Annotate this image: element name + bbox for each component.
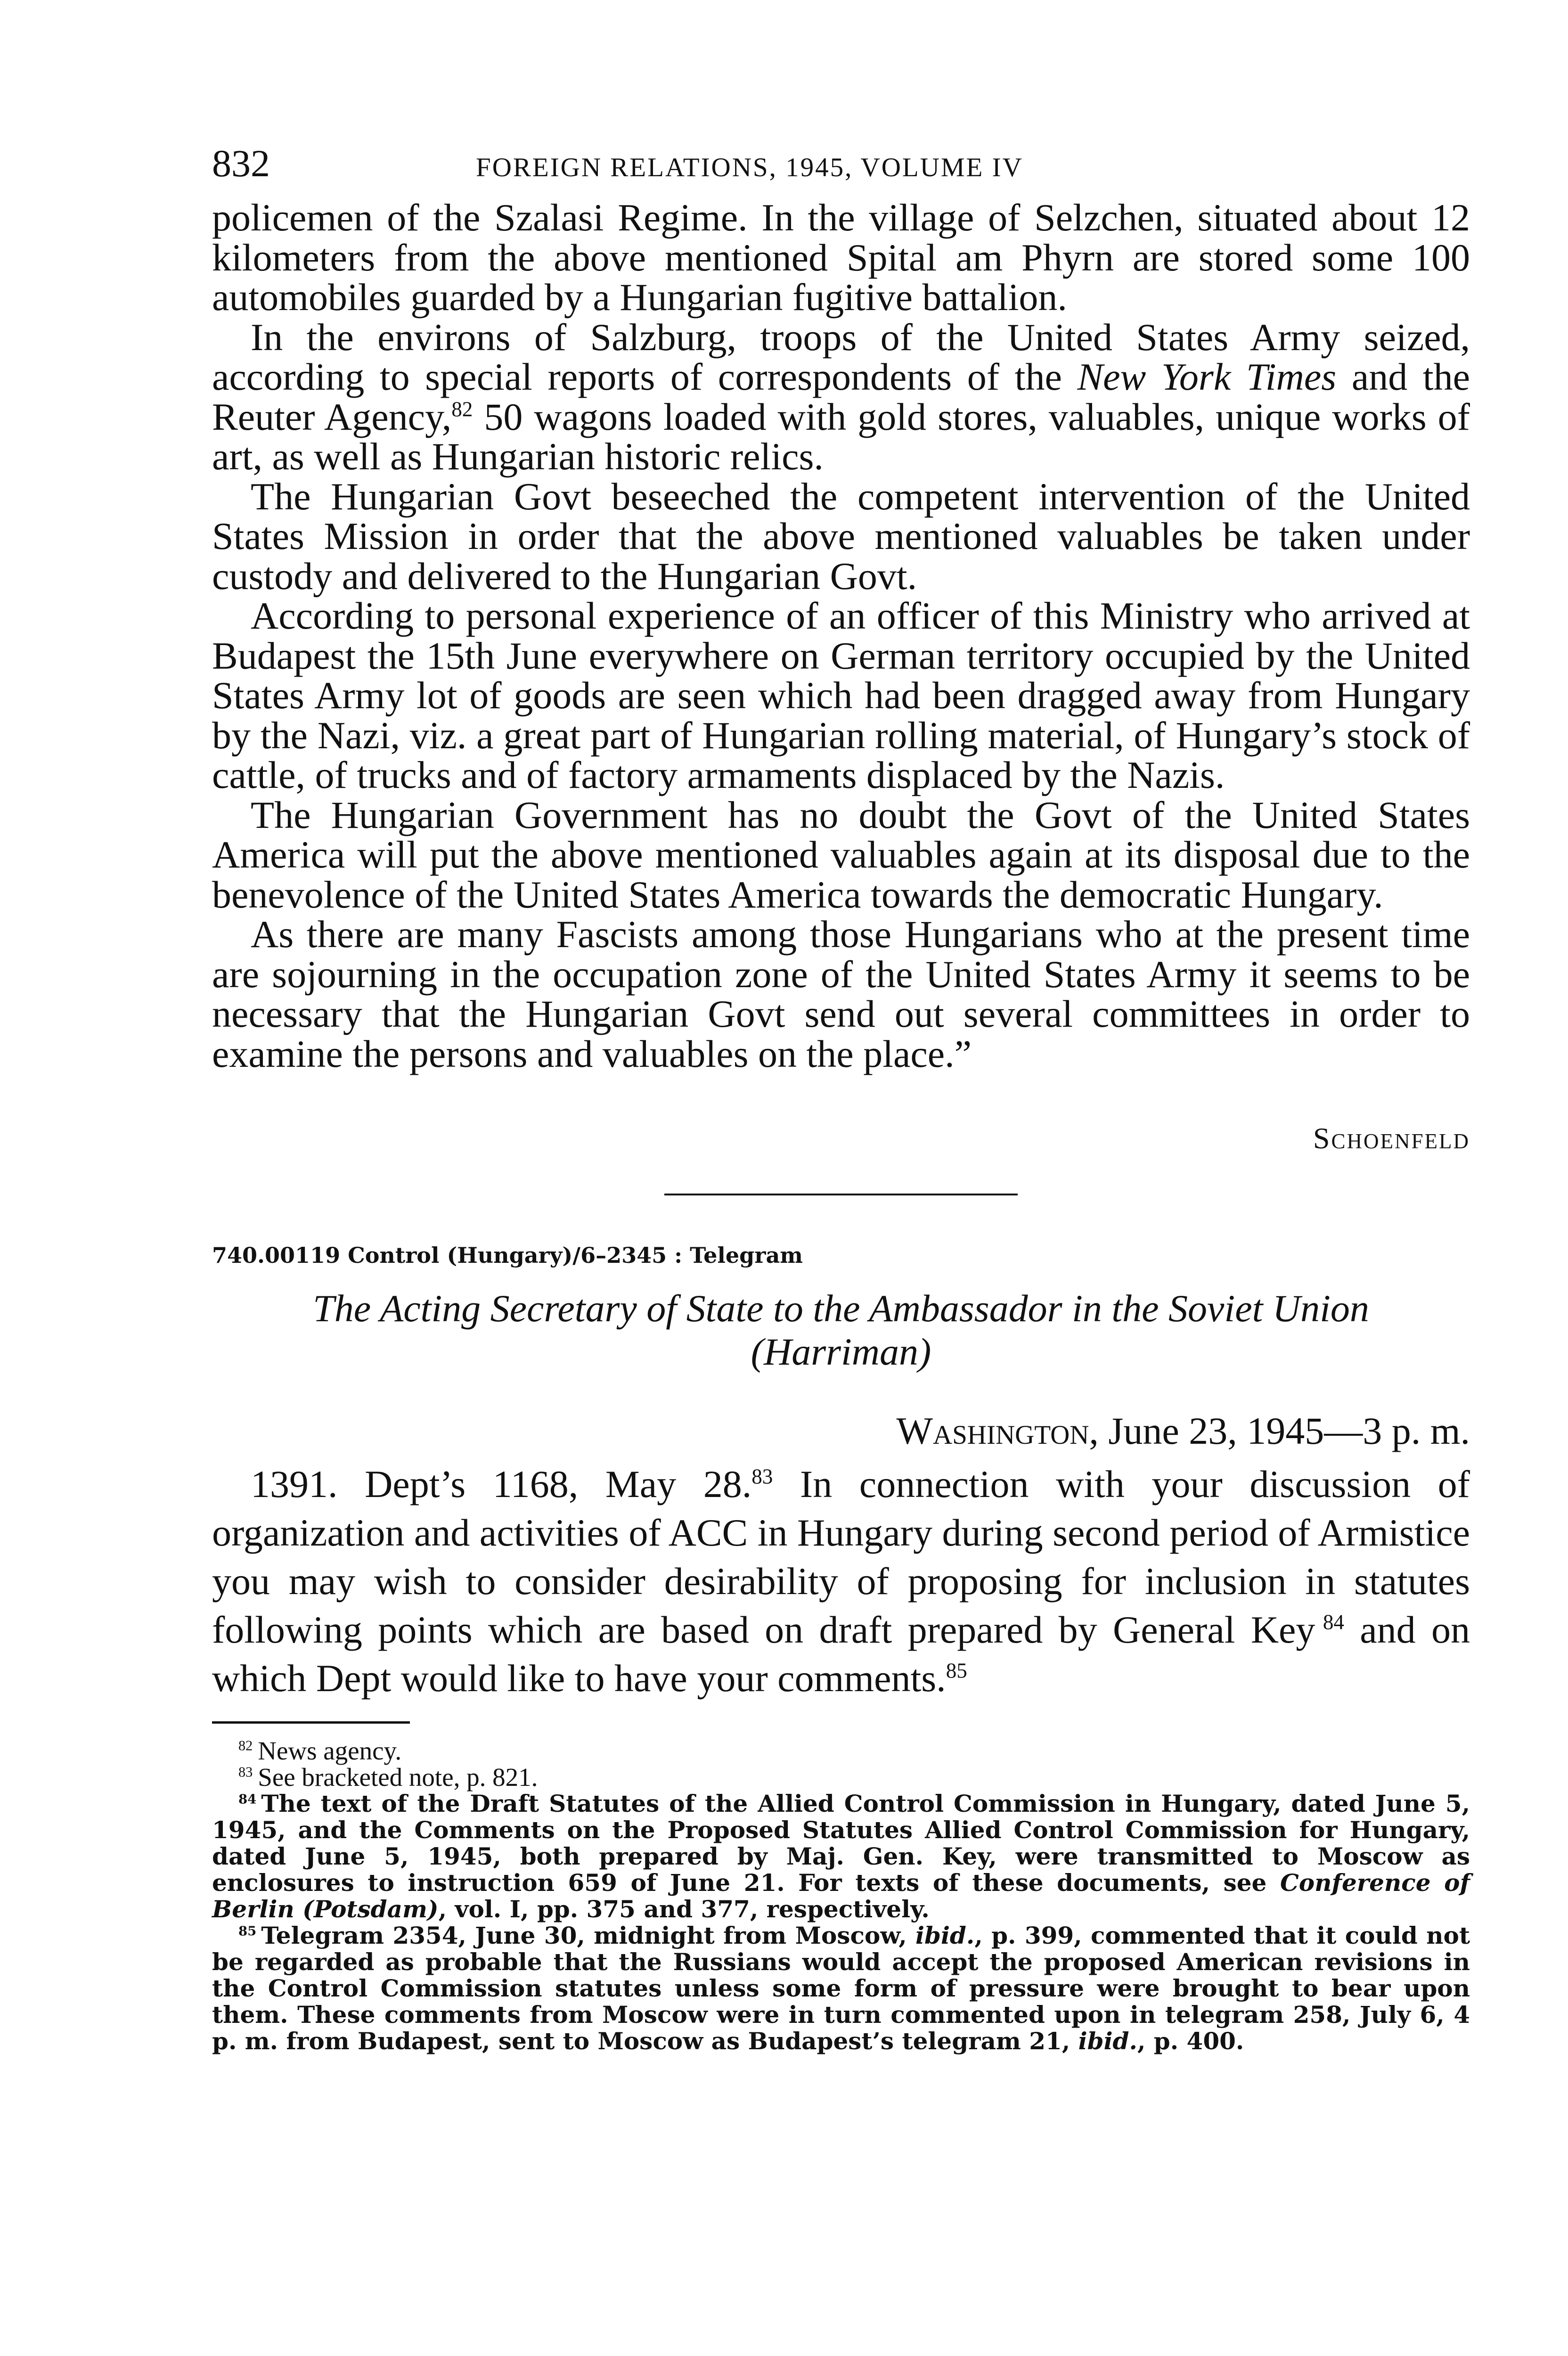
- page-number: 832: [212, 142, 270, 185]
- paragraph-3: The Hungarian Govt beseeched the competent intervention of the United States Mission in order that the above mentioned valuables be taken under custody and delivered to the Hungarian Govt.: [212, 474, 1470, 597]
- paragraph-2-text-a: In the environs of Salzburg, troops of the United States Army seized, according to special reports of correspondents of the: [212, 315, 1470, 398]
- footnote-ref-83[interactable]: 83: [751, 1464, 773, 1489]
- signature: Schoenfeld: [1313, 1121, 1470, 1155]
- document-title-line-1: The Acting Secretary of State to the Ambassador in the Soviet Union: [313, 1287, 1369, 1330]
- paragraph-2-text-c: 50 wagons loaded with gold stores, valuables, unique works of art, as well as Hungarian historic relics.: [212, 395, 1470, 478]
- running-head: FOREIGN RELATIONS, 1945, VOLUME IV: [476, 153, 1023, 182]
- footnote-84-text-b: , vol. I, pp. 375 and 377, respectively.: [438, 1895, 930, 1923]
- footnote-82-text: News agency.: [258, 1736, 402, 1765]
- footnote-ref-82[interactable]: 82: [451, 397, 473, 421]
- telegram-paragraph: [212, 1460, 1470, 1702]
- footnote-83: [212, 1764, 1470, 1791]
- footnote-83-text: See bracketed note, p. 821.: [258, 1763, 538, 1792]
- footnote-ref-84[interactable]: 84: [1323, 1610, 1344, 1634]
- telegram-body: [212, 1460, 1470, 1702]
- paragraph-2-text-b: and the Reuter Agency,: [212, 355, 1470, 438]
- paragraph-4: According to personal experience of an officer of this Ministry who arrived at Budapest the 15th June everywhere on German territory occupied by the United States Army lot of goods are seen which had been dragged away from Hungary by the Nazi, viz. a great part of Hungarian rolling material, of Hungary’s stock of cattle, of trucks and of factory armaments displaced by the Nazis.: [212, 594, 1470, 796]
- letter-body: [212, 198, 1470, 1074]
- footnote-82: [212, 1738, 1470, 1764]
- file-reference: 740.00119 Control (Hungary)/6–2345 : Telegram: [212, 1243, 803, 1268]
- document-title-line-2: (Harriman): [751, 1330, 931, 1373]
- footnote-85: [212, 1922, 1470, 2054]
- footnote-84-book-title: Conference of Berlin (Potsdam): [212, 1869, 1470, 1923]
- section-divider: [664, 1194, 1018, 1195]
- newspaper-title: New York Times: [1077, 355, 1337, 398]
- footnote-85-text-a: Telegram 2354, June 30, midnight from Moscow,: [261, 1922, 915, 1949]
- paragraph-5: The Hungarian Government has no doubt the Govt of the United States America will put the above mentioned valuables again at its disposal due to the benevolence of the United States America towards the democratic Hungary.: [212, 793, 1470, 916]
- paragraph-1: policemen of the Szalasi Regime. In the village of Selzchen, situated about 12 kilometers from the above mentioned Spital am Phyrn are stored some 100 automobiles guarded by a Hungarian fugitive battalion.: [212, 196, 1470, 319]
- footnote-84-text-a: The text of the Draft Statutes of the Allied Control Commission in Hungary, dated June 5, 1945, and the Comments on the Proposed Statutes Allied Control Commission for Hungary, dated June 5, 1945, both prepared by Maj. Gen. Key, were transmitted to Moscow as enclosures to instruction 659 of June 21. For texts of these documents, see: [212, 1790, 1470, 1897]
- footnote-85-ibid-1: ibid.: [915, 1922, 975, 1949]
- footnote-85-text-c: , p. 400.: [1137, 2027, 1244, 2055]
- footnote-82-number: 82: [238, 1737, 253, 1754]
- footnotes: [212, 1738, 1470, 2054]
- telegram-text-b: In connection with your discussion of organization and activities of ACC in Hungary during second period of Armistice you may wish to consider desirability of proposing for inclusion in statutes following points which are based on draft prepared by General Key: [212, 1463, 1470, 1651]
- dateline-date: , June 23, 1945—3 p. m.: [1089, 1409, 1470, 1452]
- footnote-84: [212, 1791, 1470, 1922]
- telegram-text-a: 1391. Dept’s 1168, May 28.: [251, 1463, 752, 1505]
- paragraph-2: [212, 315, 1470, 478]
- dateline-place: Washington: [896, 1409, 1089, 1452]
- telegram-text-c: and on which Dept would like to have your comments.: [212, 1608, 1470, 1700]
- document-page: [212, 141, 1470, 2054]
- footnote-85-ibid-2: ibid.: [1078, 2027, 1137, 2055]
- page-header: [212, 141, 1470, 198]
- footnote-ref-85[interactable]: 85: [946, 1659, 967, 1683]
- footnote-83-number: 83: [238, 1764, 253, 1780]
- paragraph-6: As there are many Fascists among those Hungarians who at the present time are sojourning in the occupation zone of the United States Army it seems to be necessary that the Hungarian Govt send out several committees in order to examine the persons and valuables on the place.”: [212, 913, 1470, 1075]
- footnote-85-number: 85: [238, 1923, 257, 1939]
- document-title: [212, 1287, 1470, 1374]
- footnote-rule: [212, 1721, 410, 1724]
- footnote-84-number: 84: [238, 1792, 257, 1807]
- footnote-85-text-b: , p. 399, commented that it could not be regarded as probable that the Russians would accept the proposed American revisions in the Control Commission statutes unless some form of pressure were brought to bear upon them. These comments from Moscow were in turn commented upon in telegram 258, July 6, 4 p. m. from Budapest, sent to Moscow as Budapest’s telegram 21,: [212, 1922, 1470, 2055]
- dateline: [212, 1409, 1470, 1453]
